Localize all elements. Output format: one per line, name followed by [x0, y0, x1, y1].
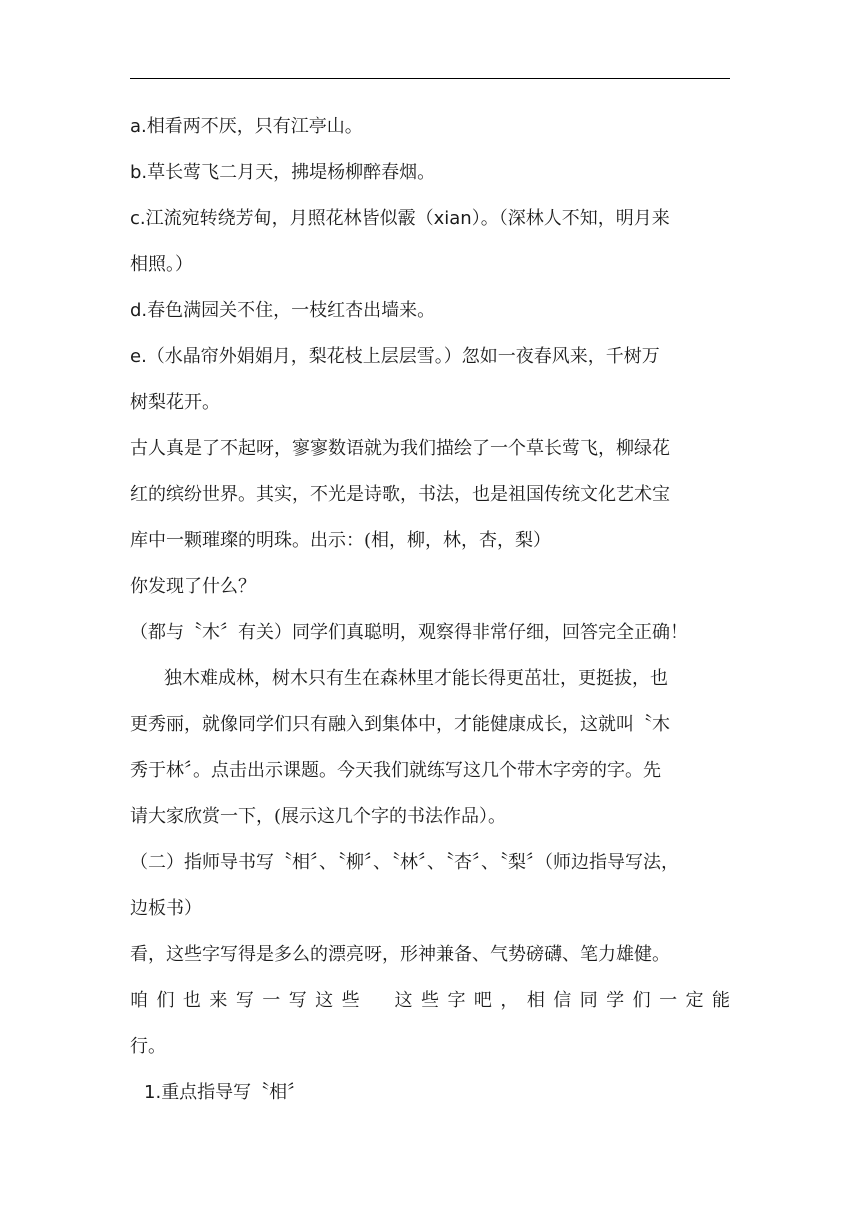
poem-line-e: [130, 334, 730, 380]
section-heading-continued: 边板书）: [130, 898, 202, 919]
poem-marker: b.: [130, 162, 148, 183]
document-body: [130, 104, 730, 1116]
question-line: 你发现了什么？: [130, 576, 256, 597]
paragraph-line: 秀于林〞。点击出示课题。今天我们就练写这几个带木字旁的字。先: [130, 760, 661, 781]
poem-line-e-continued: 树梨花开。: [130, 392, 220, 413]
paragraph-line: 古人真是了不起呀，寥寥数语就为我们描绘了一个草长莺飞，柳绿花: [130, 438, 670, 459]
poem-text: 草长莺飞二月天，拂堤杨柳醉春烟。: [147, 162, 436, 183]
paragraph-line: 库中一颗璀璨的明珠。出示：(相，柳，林，杏，梨）: [130, 530, 552, 551]
section-heading: （二）指师导书写〝相〞、〝柳〞、〝林〞、〝杏〞、〝梨〞（师边指导写法，: [130, 852, 679, 873]
step-text: 重点指导写〝相〞: [161, 1082, 306, 1103]
poem-marker: e.: [130, 346, 147, 367]
paragraph-line: 独木难成林，树木只有生在森林里才能长得更茁壮，更挺拔，也: [164, 668, 668, 689]
paragraph-line: 请大家欣赏一下，(展示这几个字的书法作品）。: [130, 806, 507, 827]
poem-line-c: [130, 196, 730, 242]
poem-text: 春色满园关不住，一枝红杏出墙来。: [147, 300, 436, 321]
paragraph-line: 红的缤纷世界。其实，不光是诗歌，书法，也是祖国传统文化艺术宝: [130, 484, 670, 505]
poem-text: （水晶帘外娟娟月，梨花枝上层层雪。）忽如一夜春风来，千树万: [146, 346, 660, 367]
answer-line: （都与〝木〞有关）同学们真聪明，观察得非常仔细，回答完全正确！: [130, 622, 688, 643]
poem-marker: c.: [130, 208, 146, 229]
step-number: 1.: [144, 1082, 162, 1103]
paragraph-line-justified: 咱们也来写一写这些 这些字吧，相信同学们一定能: [130, 990, 730, 1011]
poem-marker: a.: [130, 116, 147, 137]
paragraph-line: 看，这些字写得是多么的漂亮呀，形神兼备、气势磅礴、笔力雄健。: [130, 944, 670, 965]
poem-text: ）。（深林人不知，明月来: [471, 208, 670, 229]
poem-text: 相看两不厌，只有江亭山。: [146, 116, 363, 137]
step-heading: [130, 1070, 730, 1116]
poem-line-d: [130, 288, 730, 334]
poem-marker: d.: [130, 300, 148, 321]
paragraph-line: 更秀丽，就像同学们只有融入到集体中，才能健康成长，这就叫〝木: [130, 714, 670, 735]
poem-line-b: [130, 150, 730, 196]
header-rule: [130, 78, 730, 79]
poem-line-a: [130, 104, 730, 150]
poem-line-c-continued: 相照。）: [130, 254, 193, 275]
poem-text: 江流宛转绕芳甸，月照花林皆似霰（: [145, 208, 434, 229]
paragraph-line: 行。: [130, 1036, 166, 1057]
pinyin-annotation: xian: [433, 208, 472, 229]
